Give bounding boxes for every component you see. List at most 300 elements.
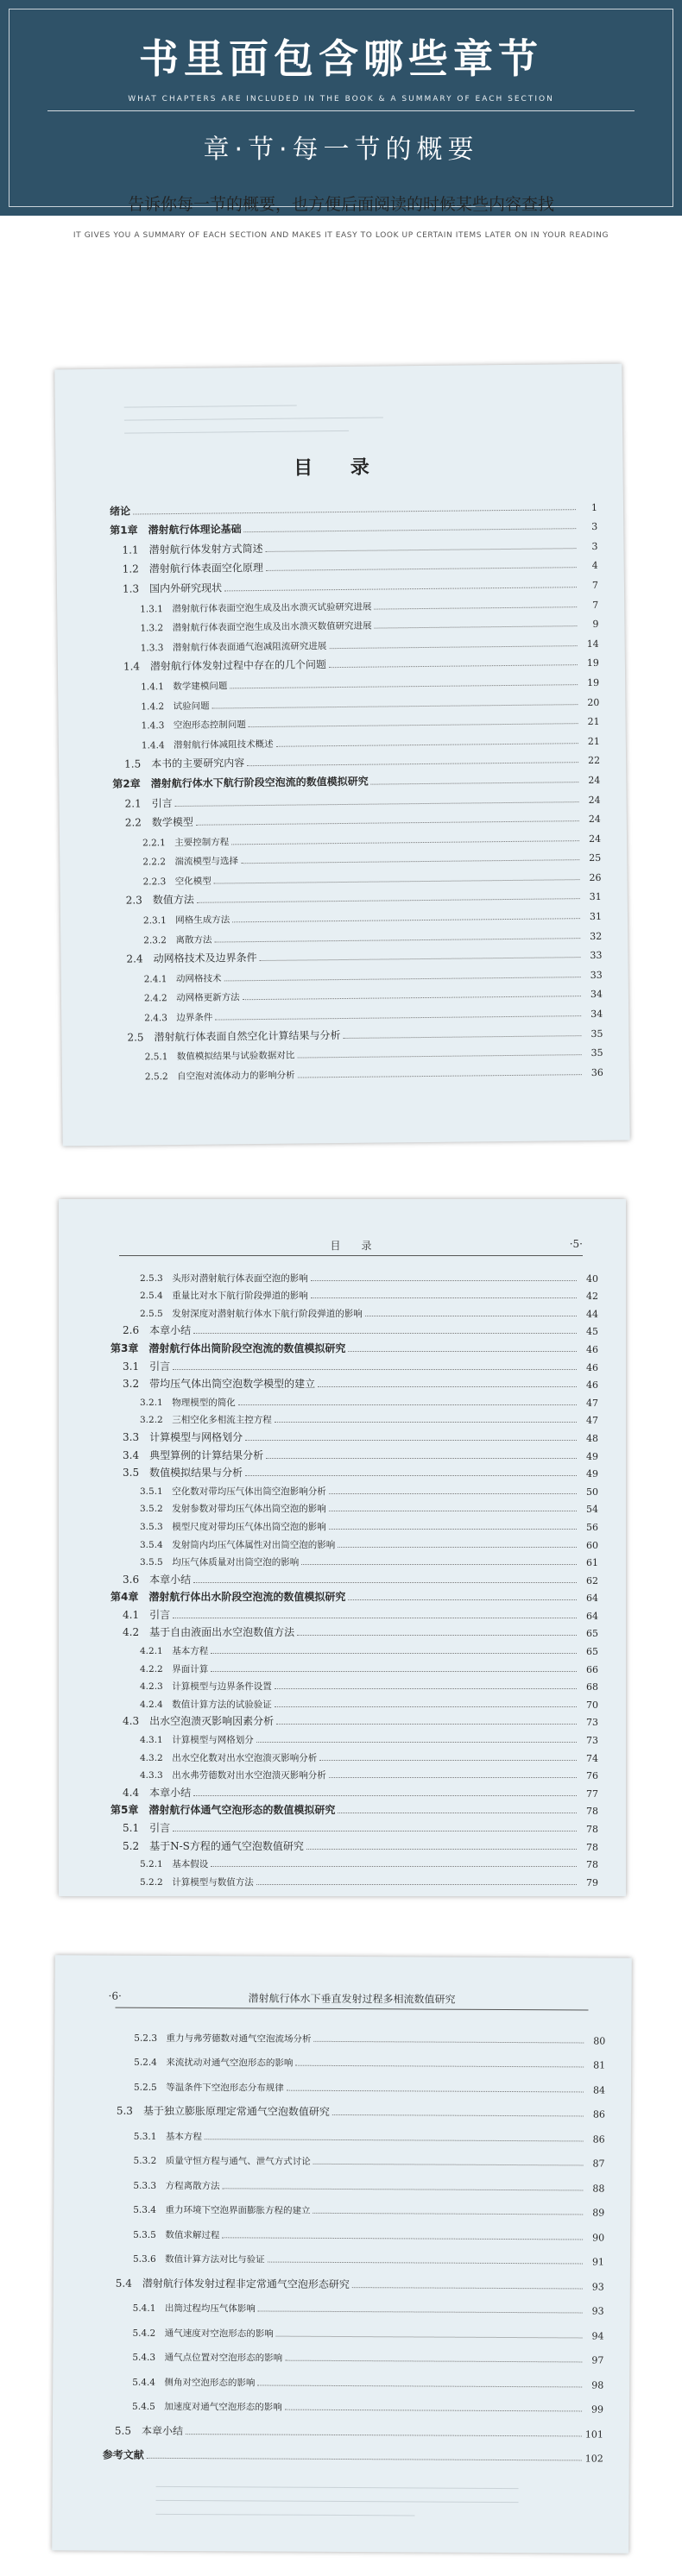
dot-leader bbox=[318, 1386, 577, 1387]
dot-leader bbox=[329, 664, 578, 668]
dot-leader bbox=[245, 1440, 577, 1441]
toc-entry-page: 24 bbox=[588, 774, 601, 786]
toc-entry bbox=[103, 2364, 603, 2391]
toc-entry-page: 24 bbox=[588, 832, 602, 845]
description-en: IT GIVES YOU A SUMMARY OF EACH SECTION AND MAKES IT EASY TO LOOK UP CERTAIN ITEMS LATER ON IN YOUR READING bbox=[73, 231, 609, 240]
toc-entry-page: 47 bbox=[586, 1415, 598, 1427]
toc-entry bbox=[111, 1480, 598, 1498]
toc-entry bbox=[111, 1391, 598, 1409]
toc-entry-page: 46 bbox=[586, 1379, 598, 1392]
dot-leader bbox=[231, 840, 579, 845]
toc-entry bbox=[111, 1426, 598, 1444]
dot-leader bbox=[211, 1866, 577, 1867]
toc-entry-title: 5.4.4 侧角对空泡形态的影响 bbox=[132, 2377, 256, 2388]
toc-entry-page: 22 bbox=[588, 755, 601, 767]
dot-leader bbox=[266, 568, 577, 572]
dot-leader bbox=[329, 1529, 577, 1530]
toc-entry-page: 42 bbox=[586, 1291, 598, 1303]
toc-entry-page: 44 bbox=[586, 1308, 598, 1320]
toc-entry-page: 9 bbox=[592, 619, 599, 631]
banner-divider bbox=[47, 110, 635, 111]
bleed-through-text bbox=[124, 392, 418, 434]
toc-entry-page: 34 bbox=[590, 989, 603, 1001]
toc-entry-page: 78 bbox=[586, 1806, 598, 1818]
toc-list-2 bbox=[111, 1266, 598, 1888]
toc-entry-title: 5.4.2 通气速度对空泡形态的影响 bbox=[132, 2328, 274, 2340]
dot-leader bbox=[222, 2237, 583, 2240]
toc-entry bbox=[104, 2265, 604, 2293]
dot-leader bbox=[297, 1635, 577, 1636]
dot-leader bbox=[313, 2164, 584, 2166]
toc-entry bbox=[103, 2388, 603, 2416]
toc-entry-title: 1.4 潜射航行体发射过程中存在的几个问题 bbox=[123, 658, 327, 673]
page-number: ·6· bbox=[108, 1989, 122, 2002]
toc-entry-title: 2.2.1 主要控制方程 bbox=[142, 837, 230, 849]
toc-entry-page: 56 bbox=[586, 1521, 598, 1533]
toc-entry bbox=[111, 1604, 598, 1622]
dot-leader bbox=[275, 1688, 577, 1689]
toc-entry-title: 5.3.5 数值求解过程 bbox=[133, 2229, 220, 2240]
toc-entry-title: 3.6 本章小结 bbox=[123, 1573, 192, 1586]
toc-entry-title: 5.3.2 质量守恒方程与通气、泄气方式讨论 bbox=[133, 2155, 311, 2167]
toc-entry-title: 5.2 基于N-S方程的通气空泡数值研究 bbox=[123, 1839, 304, 1852]
dot-leader bbox=[243, 996, 581, 1001]
toc-entry-title: 1.4.3 空泡形态控制问题 bbox=[141, 719, 246, 732]
toc-entry-title: 3.5.5 均压气体质量对出筒空泡的影响 bbox=[140, 1557, 300, 1568]
toc-entry-title: 第4章 潜射航行体出水阶段空泡流的数值模拟研究 bbox=[111, 1591, 346, 1604]
toc-entry-page: 73 bbox=[586, 1717, 598, 1729]
toc-entry-page: 19 bbox=[587, 676, 600, 688]
dot-leader bbox=[275, 1422, 577, 1423]
toc-entry bbox=[111, 1764, 598, 1782]
toc-entry-page: 49 bbox=[586, 1450, 598, 1462]
toc-entry bbox=[103, 2315, 603, 2342]
toc-entry bbox=[111, 1515, 598, 1533]
toc-entry-page: 54 bbox=[586, 1504, 598, 1516]
banner-subtitle: WHAT CHAPTERS ARE INCLUDED IN THE BOOK & A SUMMARY OF EACH SECTION bbox=[128, 95, 554, 104]
toc-entry-page: 64 bbox=[586, 1610, 598, 1622]
toc-entry-page: 3 bbox=[591, 521, 598, 533]
toc-entry bbox=[104, 2142, 605, 2170]
dot-leader bbox=[241, 859, 579, 864]
header-banner bbox=[0, 0, 682, 216]
dot-leader bbox=[214, 879, 580, 883]
toc-entry-page: 3 bbox=[591, 540, 598, 552]
toc-entry bbox=[111, 1285, 598, 1303]
toc-entry bbox=[104, 2167, 604, 2195]
toc-entry-page: 70 bbox=[586, 1699, 598, 1711]
toc-list-1 bbox=[110, 493, 603, 1084]
toc-entry-title: 5.4.1 出筒过程均压气体影响 bbox=[132, 2303, 256, 2315]
toc-entry-title: 2.4.3 边界条件 bbox=[144, 1012, 213, 1024]
toc-entry-title: 1.4.1 数学建模问题 bbox=[141, 681, 228, 693]
dot-leader bbox=[232, 918, 580, 922]
toc-entry-page: 94 bbox=[591, 2330, 604, 2342]
toc-entry-page: 24 bbox=[588, 813, 601, 826]
toc-entry-title: 4.3.2 出水空化数对出水空泡溃灭影响分析 bbox=[140, 1752, 318, 1763]
running-head bbox=[108, 1989, 588, 2010]
toc-entry-title: 2.5.4 重量比对水下航行阶段弹道的影响 bbox=[140, 1291, 308, 1302]
toc-entry-title: 4.3.3 出水弗劳德数对出水空泡溃灭影响分析 bbox=[140, 1770, 326, 1781]
header-rule bbox=[119, 1255, 583, 1256]
toc-entry-title: 5.2.1 基本假设 bbox=[140, 1859, 209, 1870]
banner-title: 书里面包含哪些章节 bbox=[139, 35, 543, 82]
toc-entry-title: 3.2.1 物理模型的简化 bbox=[140, 1397, 236, 1408]
toc-entry bbox=[111, 1444, 598, 1462]
toc-entry-title: 2.5.2 自空泡对流体动力的影响分析 bbox=[144, 1070, 295, 1083]
toc-entry-page: 26 bbox=[589, 871, 602, 883]
toc-entry-title: 2.5.3 头形对潜射航行体表面空泡的影响 bbox=[140, 1272, 308, 1284]
toc-entry-title: 3.3 计算模型与网格划分 bbox=[123, 1430, 243, 1443]
dot-leader bbox=[238, 1404, 577, 1405]
toc-entry bbox=[111, 1675, 598, 1693]
toc-entry-title: 3.5.2 发射参数对带均压气体出筒空泡的影响 bbox=[140, 1504, 326, 1515]
toc-entry-page: 77 bbox=[586, 1787, 598, 1800]
dot-leader bbox=[338, 1547, 577, 1548]
toc-entry-page: 90 bbox=[592, 2232, 605, 2244]
toc-entry-page: 7 bbox=[592, 599, 599, 611]
toc-entry-title: 4.4 本章小结 bbox=[123, 1786, 192, 1799]
toc-entry bbox=[104, 2216, 604, 2244]
dot-leader bbox=[193, 1795, 577, 1796]
toc-page-1 bbox=[54, 364, 629, 1147]
dot-leader bbox=[257, 2384, 582, 2387]
toc-entry bbox=[111, 1800, 598, 1818]
toc-entry bbox=[104, 2191, 604, 2219]
toc-entry bbox=[111, 1373, 598, 1392]
toc-entry-page: 68 bbox=[586, 1681, 598, 1693]
toc-entry-title: 4.1 引言 bbox=[123, 1608, 171, 1621]
dot-leader bbox=[212, 704, 578, 708]
toc-entry bbox=[111, 1462, 598, 1480]
toc-entry-page: 76 bbox=[586, 1770, 598, 1782]
toc-entry-title: 3.5.3 模型尺度对带均压气体出筒空泡的影响 bbox=[140, 1521, 326, 1532]
toc-entry-title: 参考文献 bbox=[102, 2448, 144, 2461]
toc-entry-page: 25 bbox=[589, 852, 602, 864]
dot-leader bbox=[297, 1054, 581, 1058]
toc-list-3 bbox=[103, 2020, 606, 2465]
toc-entry-page: 86 bbox=[592, 2108, 605, 2120]
toc-entry bbox=[111, 1586, 598, 1605]
toc-entry-title: 5.1 引言 bbox=[123, 1822, 171, 1834]
toc-entry-page: 78 bbox=[586, 1824, 598, 1835]
toc-entry-title: 5.3.4 重力环境下空泡界面膨胀方程的建立 bbox=[133, 2204, 311, 2216]
dot-leader bbox=[352, 2287, 583, 2289]
toc-entry-page: 32 bbox=[590, 930, 603, 942]
toc-entry-title: 1.2 潜射航行体表面空化原理 bbox=[122, 562, 263, 576]
toc-entry bbox=[111, 1551, 598, 1569]
toc-entry-title: 4.2.3 计算模型与边界条件设置 bbox=[140, 1681, 272, 1693]
dot-leader bbox=[193, 1333, 577, 1334]
toc-entry bbox=[104, 2240, 604, 2268]
dot-leader bbox=[371, 782, 579, 785]
toc-entry-title: 2.4.1 动网格技术 bbox=[143, 973, 222, 985]
toc-entry-page: 40 bbox=[586, 1272, 598, 1285]
toc-entry-title: 4.3.1 计算模型与网格划分 bbox=[140, 1735, 254, 1746]
toc-entry-title: 1.4.4 潜射航行体减阻技术概述 bbox=[141, 738, 274, 751]
dot-leader bbox=[344, 1035, 582, 1039]
toc-entry-title: 5.2.5 等温条件下空泡形态分布规律 bbox=[133, 2082, 284, 2094]
dot-leader bbox=[348, 1599, 577, 1600]
toc-entry bbox=[103, 2339, 603, 2366]
dot-leader bbox=[374, 606, 577, 609]
toc-entry bbox=[111, 1657, 598, 1675]
toc-entry bbox=[104, 2290, 604, 2317]
dot-leader bbox=[348, 1351, 577, 1352]
toc-entry bbox=[111, 1337, 598, 1355]
toc-entry bbox=[116, 1059, 603, 1084]
dot-leader bbox=[285, 2360, 582, 2363]
toc-entry-page: 66 bbox=[586, 1663, 598, 1675]
dot-leader bbox=[245, 1475, 577, 1476]
dot-leader bbox=[224, 587, 577, 591]
dot-leader bbox=[224, 977, 580, 981]
toc-entry-title: 1.5 本书的主要研究内容 bbox=[124, 757, 245, 770]
toc-entry-title: 2.3.1 网格生成方法 bbox=[142, 914, 230, 927]
toc-entry bbox=[111, 1409, 598, 1427]
toc-entry-title: 2.2 数学模型 bbox=[124, 815, 193, 829]
dot-leader bbox=[314, 2040, 584, 2043]
toc-entry-page: 64 bbox=[586, 1593, 598, 1605]
toc-entry bbox=[104, 2044, 605, 2071]
toc-entry-title: 1.4.2 试验问题 bbox=[141, 701, 210, 712]
toc-entry bbox=[111, 1355, 598, 1373]
toc-entry-page: 33 bbox=[590, 950, 603, 962]
toc-entry-title: 1.3.1 潜射航行体表面空泡生成及出水溃灭试验研究进展 bbox=[140, 601, 372, 615]
toc-entry-title: 1.1 潜射航行体发射方式简述 bbox=[122, 542, 263, 556]
toc-entry bbox=[111, 1498, 598, 1516]
page-number: ·5· bbox=[569, 1238, 583, 1250]
toc-entry-title: 2.5.1 数值模拟结果与试验数据对比 bbox=[144, 1050, 295, 1063]
toc-entry-title: 第2章 潜射航行体水下航行阶段空泡流的数值模拟研究 bbox=[112, 775, 369, 790]
toc-entry-page: 60 bbox=[586, 1539, 598, 1551]
toc-entry-page: 31 bbox=[589, 891, 602, 903]
toc-entry-title: 2.4 动网格技术及边界条件 bbox=[126, 952, 257, 965]
toc-entry-page: 33 bbox=[590, 969, 603, 981]
toc-entry-page: 78 bbox=[586, 1859, 598, 1871]
toc-entry-page: 24 bbox=[588, 794, 601, 806]
toc-entry-title: 4.2.1 基本方程 bbox=[140, 1646, 209, 1657]
toc-entry-title: 5.4 潜射航行体发射过程非定常通气空泡形态研究 bbox=[115, 2277, 350, 2290]
dot-leader bbox=[247, 762, 578, 766]
toc-entry-page: 14 bbox=[586, 638, 599, 650]
toc-entry bbox=[104, 2020, 605, 2047]
toc-entry bbox=[104, 2093, 605, 2120]
toc-entry-page: 45 bbox=[586, 1326, 598, 1338]
toc-entry-title: 第1章 潜射航行体理论基础 bbox=[110, 523, 242, 537]
toc-entry bbox=[111, 1320, 598, 1338]
toc-entry-page: 91 bbox=[591, 2256, 604, 2268]
toc-entry bbox=[111, 1728, 598, 1746]
toc-entry bbox=[103, 2413, 603, 2441]
toc-entry bbox=[104, 2069, 605, 2096]
toc-entry-title: 3.5.4 发射筒内均压气体属性对出筒空泡的影响 bbox=[140, 1539, 336, 1550]
toc-entry bbox=[111, 1853, 598, 1871]
toc-entry-page: 65 bbox=[586, 1628, 598, 1640]
toc-entry-page: 87 bbox=[592, 2158, 605, 2170]
toc-entry-title: 3.4 典型算例的计算结果分析 bbox=[123, 1448, 264, 1461]
dot-leader bbox=[256, 1742, 577, 1743]
toc-entry-page: 99 bbox=[591, 2403, 604, 2416]
dot-leader bbox=[211, 1671, 577, 1672]
toc-entry-page: 48 bbox=[586, 1432, 598, 1444]
dot-leader bbox=[186, 2434, 582, 2436]
toc-entry-title: 3.1 引言 bbox=[123, 1360, 171, 1373]
dot-leader bbox=[311, 1280, 577, 1281]
toc-entry-title: 5.2.2 计算模型与数值方法 bbox=[140, 1876, 254, 1888]
dot-leader bbox=[298, 1074, 582, 1078]
toc-entry-page: 46 bbox=[586, 1343, 598, 1355]
dot-leader bbox=[266, 1458, 577, 1459]
toc-entry-page: 88 bbox=[592, 2183, 605, 2195]
dot-leader bbox=[313, 2213, 583, 2215]
toc-entry-page: 35 bbox=[590, 1027, 603, 1040]
toc-entry-page: 34 bbox=[590, 1008, 603, 1021]
banner-tagline: 章·节·每一节的概要 bbox=[203, 135, 479, 165]
toc-entry-page: 73 bbox=[586, 1735, 598, 1747]
toc-entry-page: 74 bbox=[586, 1752, 598, 1764]
toc-entry-page: 21 bbox=[587, 735, 600, 747]
toc-entry-page: 89 bbox=[592, 2207, 605, 2219]
dot-leader bbox=[375, 625, 578, 628]
toc-entry-page: 93 bbox=[591, 2305, 604, 2317]
dot-leader bbox=[211, 1653, 577, 1654]
toc-entry bbox=[111, 1266, 598, 1285]
dot-leader bbox=[258, 2310, 583, 2313]
toc-entry-title: 5.4.3 通气点位置对空泡形态的影响 bbox=[132, 2352, 283, 2364]
dot-leader bbox=[193, 1582, 577, 1583]
toc-entry-title: 4.2 基于自由液面出水空泡数值方法 bbox=[123, 1626, 295, 1639]
dot-leader bbox=[230, 684, 578, 688]
dot-leader bbox=[147, 2458, 582, 2461]
dot-leader bbox=[332, 2114, 584, 2117]
dot-leader bbox=[287, 2089, 584, 2092]
dot-leader bbox=[223, 2188, 584, 2190]
running-head bbox=[119, 1238, 583, 1255]
dot-leader bbox=[276, 1724, 577, 1725]
toc-entry-page: 4 bbox=[591, 560, 598, 572]
toc-entry-title: 第5章 潜射航行体通气空泡形态的数值模拟研究 bbox=[111, 1804, 336, 1817]
toc-entry bbox=[111, 1302, 598, 1320]
dot-leader bbox=[205, 2139, 584, 2141]
dot-leader bbox=[301, 1564, 577, 1565]
toc-entry-page: 19 bbox=[586, 657, 599, 669]
toc-entry-title: 1.3.3 潜射航行体表面通气泡减阻流研究进展 bbox=[140, 640, 327, 654]
bleed-through-text bbox=[155, 2473, 518, 2516]
toc-entry-page: 84 bbox=[592, 2084, 606, 2096]
dot-leader bbox=[266, 548, 577, 552]
toc-entry-page: 93 bbox=[591, 2281, 604, 2293]
toc-entry-page: 78 bbox=[586, 1841, 598, 1853]
dot-leader bbox=[276, 2335, 583, 2338]
toc-entry-title: 3.5.1 空化数对带均压气体出筒空泡影响分析 bbox=[140, 1486, 326, 1497]
toc-entry bbox=[111, 1817, 598, 1835]
dot-leader bbox=[295, 2065, 584, 2068]
toc-entry-title: 5.3.1 基本方程 bbox=[133, 2131, 202, 2142]
dot-leader bbox=[276, 743, 578, 747]
dot-leader bbox=[311, 1297, 577, 1298]
toc-entry-title: 4.2.2 界面计算 bbox=[140, 1663, 209, 1674]
dot-leader bbox=[319, 1760, 577, 1761]
toc-entry-title: 2.6 本章小结 bbox=[123, 1324, 192, 1337]
toc-entry bbox=[111, 1622, 598, 1640]
toc-entry-title: 第3章 潜射航行体出筒阶段空泡流的数值模拟研究 bbox=[111, 1341, 346, 1354]
toc-entry-title: 2.3 数值方法 bbox=[125, 894, 194, 908]
dot-leader bbox=[215, 1015, 581, 1020]
toc-page-2 bbox=[59, 1199, 626, 1896]
toc-entry-page: 98 bbox=[591, 2379, 604, 2391]
toc-entry-page: 80 bbox=[593, 2035, 606, 2047]
toc-entry-title: 1.3 国内外研究现状 bbox=[122, 581, 223, 595]
toc-entry-page: 79 bbox=[586, 1876, 598, 1888]
toc-entry bbox=[111, 1693, 598, 1711]
toc-entry-page: 35 bbox=[590, 1047, 603, 1059]
toc-entry-title: 2.2.2 湍流模型与选择 bbox=[142, 856, 239, 868]
toc-entry-title: 2.2.3 空化模型 bbox=[142, 876, 212, 888]
toc-entry-title: 5.2.3 重力与弗劳德数对通气空泡流场分析 bbox=[134, 2033, 312, 2045]
toc-entry bbox=[111, 1568, 598, 1586]
toc-entry-page: 65 bbox=[586, 1646, 598, 1658]
toc-entry bbox=[103, 2437, 603, 2465]
toc-entry-page: 86 bbox=[592, 2133, 605, 2146]
toc-entry-title: 1.3.2 潜射航行体表面空泡生成及出水溃灭数值研究进展 bbox=[140, 620, 372, 634]
dot-leader bbox=[329, 1777, 577, 1778]
dot-leader bbox=[329, 1493, 577, 1494]
toc-entry-page: 1 bbox=[590, 501, 598, 513]
toc-entry-title: 5.2.4 来流扰动对通气空泡形态的影响 bbox=[134, 2057, 294, 2069]
toc-entry-title: 绪论 bbox=[109, 505, 131, 518]
toc-entry-page: 81 bbox=[593, 2059, 606, 2071]
dot-leader bbox=[306, 1849, 577, 1850]
toc-page-3 bbox=[52, 1955, 632, 2553]
toc-entry-page: 97 bbox=[591, 2354, 604, 2366]
toc-entry-title: 4.3 出水空泡溃灭影响因素分析 bbox=[123, 1715, 275, 1728]
toc-entry-page: 21 bbox=[587, 716, 600, 728]
dot-leader bbox=[260, 957, 581, 961]
dot-leader bbox=[249, 723, 578, 727]
toc-entry-page: 49 bbox=[586, 1468, 598, 1480]
toc-entry-page: 50 bbox=[586, 1486, 598, 1498]
toc-heading: 目 录 bbox=[294, 456, 385, 480]
toc-entry-title: 5.3 基于独立膨胀原理定常通气空泡数值研究 bbox=[116, 2104, 330, 2118]
toc-entry-page: 46 bbox=[586, 1361, 598, 1373]
dot-leader bbox=[244, 528, 577, 532]
toc-entry-title: 5.3.6 数值计算方法对比与验证 bbox=[132, 2253, 265, 2265]
toc-entry-page: 7 bbox=[591, 579, 599, 591]
toc-entry-page: 31 bbox=[589, 910, 603, 923]
toc-entry-title: 3.2.2 三相空化多相流主控方程 bbox=[140, 1415, 272, 1426]
toc-entry-title: 2.5.5 发射深度对潜射航行体水下航行阶段弹道的影响 bbox=[140, 1308, 363, 1319]
dot-leader bbox=[275, 1706, 577, 1707]
toc-entry-title: 3.2 带均压气体出筒空泡数学模型的建立 bbox=[123, 1378, 316, 1391]
toc-entry-page: 20 bbox=[587, 696, 600, 708]
toc-entry-title: 2.1 引言 bbox=[124, 796, 173, 810]
toc-entry-title: 3.5 数值模拟结果与分析 bbox=[123, 1467, 243, 1480]
dot-leader bbox=[268, 2262, 583, 2265]
toc-entry-page: 36 bbox=[590, 1066, 603, 1078]
toc-entry-title: 5.5 本章小结 bbox=[114, 2424, 184, 2437]
toc-entry-page: 101 bbox=[584, 2428, 603, 2441]
toc-entry bbox=[111, 1711, 598, 1729]
dot-leader bbox=[173, 1369, 577, 1370]
dot-leader bbox=[256, 1884, 577, 1885]
description-zh: 告诉你每一节的概要，也方便后面阅读的时候某些内容查找 bbox=[127, 195, 554, 214]
toc-entry bbox=[111, 1533, 598, 1551]
dot-leader bbox=[285, 2410, 582, 2412]
toc-entry-title: 2.5 潜射航行体表面自然空化计算结果与分析 bbox=[127, 1028, 341, 1044]
toc-entry-page: 102 bbox=[584, 2453, 603, 2465]
toc-entry bbox=[111, 1639, 598, 1657]
